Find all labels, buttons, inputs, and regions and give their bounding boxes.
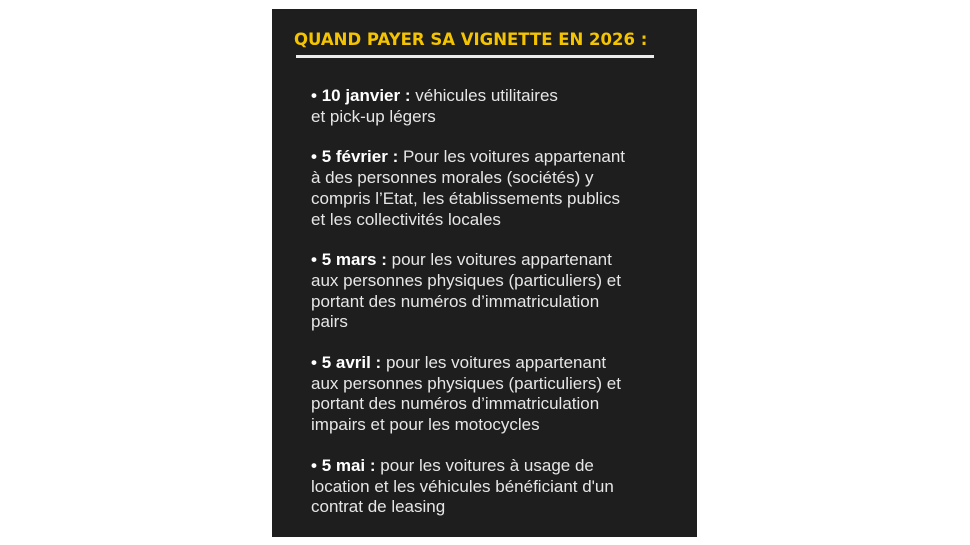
item-line (311, 497, 691, 518)
schedule-item (311, 147, 691, 230)
item-line (311, 250, 691, 271)
item-line (311, 353, 691, 374)
item-text: impairs et pour les motocycles (311, 415, 540, 435)
item-line (311, 210, 691, 231)
schedule-item (311, 456, 691, 518)
item-text: et pick-up légers (311, 106, 436, 126)
schedule-item (311, 353, 691, 436)
item-date: • 10 janvier : (311, 86, 416, 105)
bullet-icon: • (311, 250, 322, 270)
item-date: • 5 mai : (311, 455, 381, 475)
item-text: aux personnes physiques (particuliers) et (311, 270, 621, 290)
item-line (311, 312, 691, 333)
item-text: véhicules utilitaires (415, 86, 558, 105)
item-text: et les collectivités locales (311, 209, 501, 229)
item-text: contrat de leasing (311, 497, 446, 517)
item-line (311, 107, 691, 128)
bullet-icon: • (311, 86, 322, 105)
item-date: • 5 mars : (311, 250, 392, 270)
item-date: • 5 avril : (311, 353, 386, 373)
item-line (311, 168, 691, 189)
bullet-icon: • (311, 353, 322, 373)
schedule-item (311, 86, 691, 127)
item-line (311, 292, 691, 313)
bullet-icon: • (311, 455, 322, 475)
schedule-list (311, 86, 691, 538)
item-text: pour les voitures appartenant (391, 250, 612, 270)
item-text: pour les voitures à usage de (380, 455, 594, 475)
item-text: portant des numéros d’immatriculation (311, 394, 600, 414)
info-card (272, 9, 697, 537)
item-line (311, 189, 691, 210)
item-text: aux personnes physiques (particuliers) et (311, 373, 621, 393)
item-text: compris l’Etat, les établissements publics (311, 188, 620, 208)
item-date: • 5 février : (311, 147, 403, 167)
item-line (311, 147, 691, 168)
item-text: à des personnes morales (sociétés) y (311, 168, 594, 188)
item-line (311, 86, 691, 107)
item-line (311, 477, 691, 498)
item-text: location et les véhicules bénéficiant d'un (311, 476, 614, 496)
item-line (311, 394, 691, 415)
title-underline (296, 55, 654, 58)
item-line (311, 271, 691, 292)
card-title: QUAND PAYER SA VIGNETTE EN 2026 : (294, 30, 648, 49)
item-line (311, 374, 691, 395)
item-text: portant des numéros d’immatriculation (311, 291, 600, 311)
item-text: pairs (311, 312, 348, 332)
item-text: pour les voitures appartenant (385, 353, 607, 373)
item-line (311, 456, 691, 477)
item-text: Pour les voitures appartenant (402, 147, 626, 167)
schedule-item (311, 250, 691, 333)
item-line (311, 415, 691, 436)
bullet-icon: • (311, 147, 322, 167)
